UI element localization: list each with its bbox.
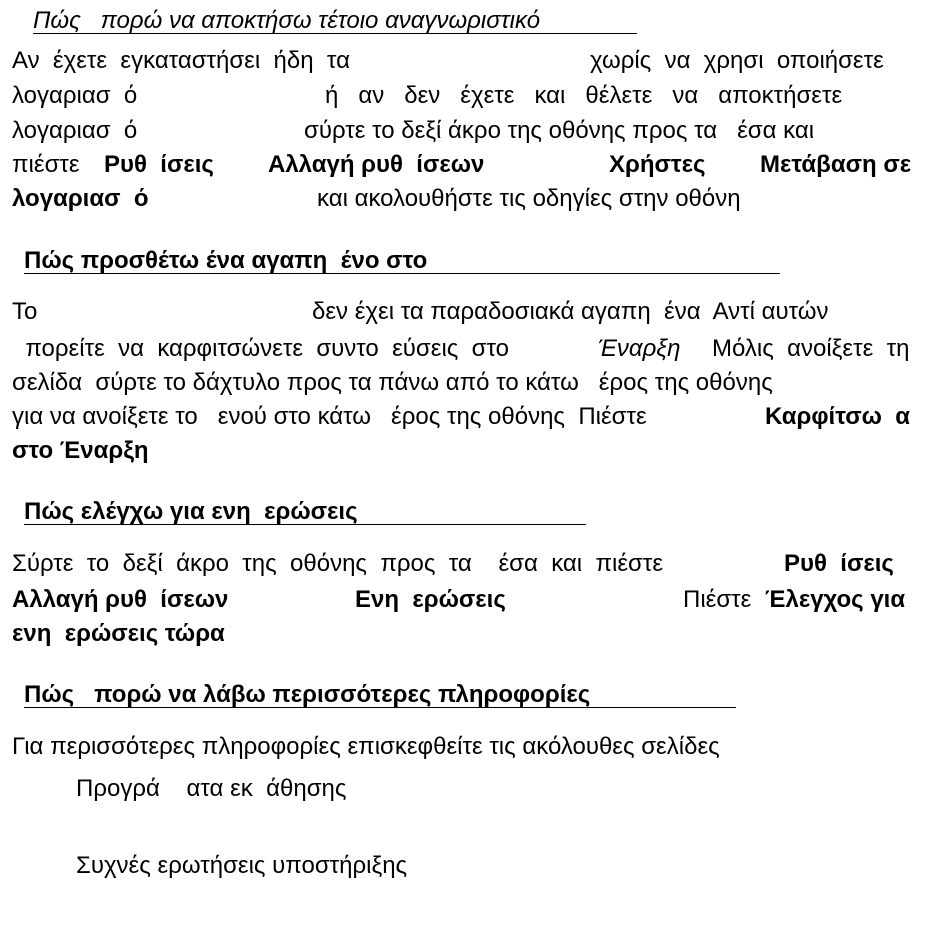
bold-term: Αλλαγή ρυθ ίσεων	[268, 151, 485, 178]
bold-term: Ενη ερώσεις	[355, 586, 506, 613]
body-text: Αν έχετε εγκαταστήσει ήδη τα	[12, 47, 350, 74]
body-text: για να ανοίξετε το ενού στο κάτω έρος της οθόνης Πιέστε	[12, 403, 647, 430]
body-text: πιέστε	[12, 151, 80, 178]
section-heading: Πώς πορώ να λάβω περισσότερες πληροφορίες	[24, 681, 591, 708]
list-item[interactable]: Συχνές ερωτήσεις υποστήριξης	[76, 852, 408, 879]
body-text: σελίδα σύρτε το δάχτυλο προς τα πάνω από το κάτω έρος της οθόνης	[12, 369, 773, 396]
bold-term: Έλεγχος για	[765, 586, 906, 613]
body-text: σύρτε το δεξί άκρο της οθόνης προς τα έσα και	[304, 117, 815, 144]
body-text: λογαριασ ό	[12, 117, 138, 144]
body-text: ή αν δεν έχετε και θέλετε να αποκτήσετε	[325, 82, 843, 109]
heading-underline	[24, 707, 736, 708]
heading-underline	[24, 273, 780, 274]
body-text: Για περισσότερες πληροφορίες επισκεφθείτε τις ακόλουθες σελίδες	[12, 733, 720, 760]
section-heading: Πώς ελέγχω για ενη ερώσεις	[24, 498, 358, 525]
body-text: λογαριασ ό	[12, 82, 138, 109]
bold-term: ενη ερώσεις τώρα	[12, 620, 225, 647]
body-text: Μόλις ανοίξετε τη	[712, 335, 910, 362]
body-text: και ακολουθήστε τις οδηγίες στην οθόνη	[317, 185, 741, 212]
body-text: Το	[12, 298, 38, 325]
bold-term: Χρήστες	[609, 151, 706, 178]
bold-term: Μετάβαση σε	[760, 151, 912, 178]
section-heading: Πώς πορώ να αποκτήσω τέτοιο αναγνωριστικό	[33, 7, 541, 34]
heading-underline	[24, 524, 586, 525]
bold-term: Αλλαγή ρυθ ίσεων	[12, 586, 229, 613]
list-item[interactable]: Προγρά ατα εκ άθησης	[76, 775, 347, 802]
body-text: πορείτε να καρφιτσώνετε συντο εύσεις στο	[12, 335, 509, 362]
bold-term: στο Έναρξη	[12, 437, 149, 464]
section-heading: Πώς προσθέτω ένα αγαπη ένο στο	[24, 247, 428, 274]
body-text: Πιέστε	[683, 586, 752, 613]
body-text: χωρίς να χρησι οποιήσετε	[590, 47, 884, 74]
bold-term: Ρυθ ίσεις	[104, 151, 214, 178]
body-text: δεν έχει τα παραδοσιακά αγαπη ένα Αντί αυτών	[312, 298, 829, 325]
bold-term: Ρυθ ίσεις	[784, 550, 894, 577]
body-text: Σύρτε το δεξί άκρο της οθόνης προς τα έσα και πιέστε	[12, 550, 664, 577]
bold-term: Καρφίτσω α	[765, 403, 911, 430]
bold-term: λογαριασ ό	[12, 185, 149, 212]
italic-term: Έναρξη	[598, 335, 681, 362]
heading-underline	[33, 33, 637, 34]
